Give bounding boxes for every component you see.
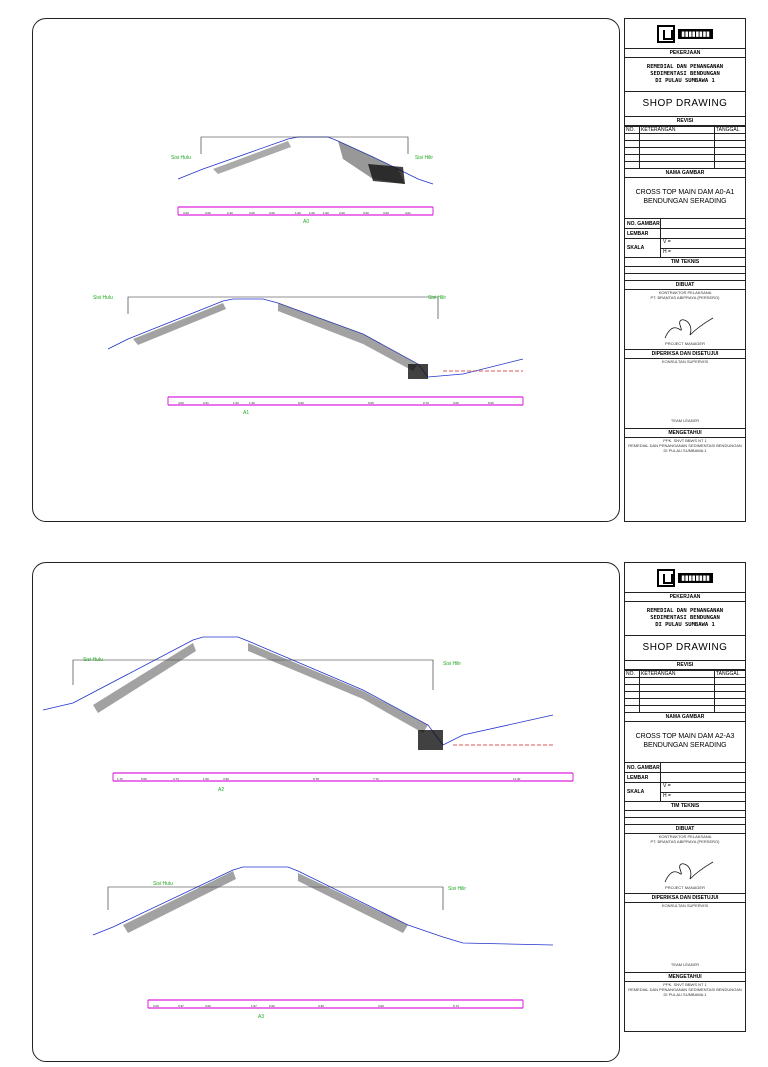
revisi-label: REVISI: [625, 117, 745, 126]
skala-row: SKALA V = H =: [625, 239, 745, 258]
section-a2: [43, 637, 573, 793]
sisi-hilir-label: Sisi Hilir: [415, 155, 434, 161]
svg-text:5.73: 5.73: [453, 1004, 459, 1008]
cross-section-drawing: [33, 19, 621, 523]
skala-row: SKALA V = H =: [625, 783, 745, 802]
title-block: [624, 18, 746, 522]
svg-text:0.70: 0.70: [423, 401, 429, 405]
signature-icon: [655, 310, 715, 344]
ppk-block: PPK. SNVT BBWS NT 1 REMEDIAL DAN PENANGANAN SEDIMENTASI BENDUNGAN DI PULAU SUMBAWA 1: [628, 438, 742, 453]
section-a3: [93, 867, 553, 1020]
svg-text:3.00: 3.00: [153, 1004, 159, 1008]
svg-text:4.01: 4.01: [405, 211, 411, 215]
svg-text:3.37: 3.37: [178, 1004, 184, 1008]
svg-text:2.00: 2.00: [269, 1004, 275, 1008]
svg-text:3.00: 3.00: [378, 1004, 384, 1008]
diperiksa-label: DIPERIKSA DAN DISETUJUI: [625, 350, 745, 359]
project-name: REMEDIAL DAN PENANGANAN SEDIMENTASI BENDUNGAN DI PULAU SUMBAWA 1: [625, 58, 745, 92]
no-gambar-row: NO. GAMBAR: [625, 763, 745, 773]
section-a0: [171, 137, 433, 225]
section-label: A2: [218, 787, 225, 793]
svg-text:3.30: 3.30: [318, 1004, 324, 1008]
signature-block: KONTRAKTOR PELAKSANA PT. BRANTAS ABIPRAYA (PERSERO) PROJECT MANAGER: [625, 290, 745, 350]
mengetahui-label: MENGETAHUI: [625, 973, 745, 982]
svg-text:5.00: 5.00: [141, 777, 147, 781]
svg-text:3.30: 3.30: [223, 777, 229, 781]
section-a1: [93, 295, 523, 416]
section-label: A3: [258, 1014, 265, 1020]
sisi-hulu-label: Sisi Hulu: [93, 295, 113, 301]
svg-text:3.00: 3.00: [453, 401, 459, 405]
sisi-hulu-label: Sisi Hulu: [171, 155, 191, 161]
drawing-name: CROSS TOP MAIN DAM A2-A3 BENDUNGAN SERADING: [625, 722, 745, 763]
svg-text:1.00: 1.00: [323, 211, 329, 215]
svg-text:11.30: 11.30: [513, 777, 521, 781]
svg-text:9.78: 9.78: [313, 777, 319, 781]
sisi-hilir-label: Sisi Hilir: [443, 661, 462, 667]
tim-teknis-label: TIM TEKNIS: [625, 802, 745, 811]
svg-text:3.00: 3.00: [183, 211, 189, 215]
ppk-block: PPK. SNVT BBWS NT 1 REMEDIAL DAN PENANGANAN SEDIMENTASI BENDUNGAN DI PULAU SUMBAWA 1: [628, 982, 742, 997]
svg-text:3.00: 3.00: [205, 211, 211, 215]
drawing-name: CROSS TOP MAIN DAM A0-A1 BENDUNGAN SERADING: [625, 178, 745, 219]
sisi-hilir-label: Sisi Hilir: [428, 295, 447, 301]
svg-text:1.70: 1.70: [117, 777, 123, 781]
svg-text:3.00: 3.00: [249, 211, 255, 215]
drawing-sheet-2: [0, 544, 768, 1024]
lembar-row: LEMBAR: [625, 773, 745, 783]
svg-text:1.00: 1.00: [233, 401, 239, 405]
svg-text:3.00: 3.00: [205, 1004, 211, 1008]
diperiksa-label: DIPERIKSA DAN DISETUJUI: [625, 894, 745, 903]
dibuat-label: DIBUAT: [625, 281, 745, 290]
svg-text:4.00: 4.00: [178, 401, 184, 405]
svg-text:6.00: 6.00: [488, 401, 494, 405]
revision-table: NO. KETERANGAN TANGGAL: [625, 126, 745, 169]
pekerjaan-label: PEKERJAAN: [625, 49, 745, 58]
section-label: A1: [243, 410, 250, 416]
revisi-label: REVISI: [625, 661, 745, 670]
tim-teknis-label: TIM TEKNIS: [625, 258, 745, 267]
drawing-frame: [32, 18, 620, 522]
svg-text:3.00: 3.00: [363, 211, 369, 215]
nama-gambar-label: NAMA GAMBAR: [625, 713, 745, 722]
shop-drawing-title: SHOP DRAWING: [625, 92, 745, 117]
logo-icon: [657, 569, 675, 587]
signature-block: KONTRAKTOR PELAKSANA PT. BRANTAS ABIPRAYA (PERSERO) PROJECT MANAGER: [625, 834, 745, 894]
dibuat-label: DIBUAT: [625, 825, 745, 834]
svg-text:2.40: 2.40: [227, 211, 233, 215]
shop-drawing-title: SHOP DRAWING: [625, 636, 745, 661]
company-logo: [625, 19, 745, 49]
drawing-sheet-1: [0, 0, 768, 512]
svg-text:9.05: 9.05: [368, 401, 374, 405]
sisi-hulu-label: Sisi Hulu: [83, 657, 103, 663]
logo-text: ▮▮▮▮▮▮▮▮: [678, 573, 712, 583]
sisi-hilir-label: Sisi Hilir: [448, 886, 467, 892]
svg-text:1.97: 1.97: [251, 1004, 257, 1008]
lembar-row: LEMBAR: [625, 229, 745, 239]
svg-text:3.00: 3.00: [269, 211, 275, 215]
sisi-hulu-label: Sisi Hulu: [153, 881, 173, 887]
svg-text:2.00: 2.00: [339, 211, 345, 215]
mengetahui-label: MENGETAHUI: [625, 429, 745, 438]
drawing-frame: [32, 562, 620, 1062]
svg-text:2.61: 2.61: [203, 401, 209, 405]
svg-text:3.73: 3.73: [173, 777, 179, 781]
logo-icon: [657, 25, 675, 43]
signature-icon: [655, 854, 715, 888]
supervisi-block: KONSULTAN SUPERVISI TEAM LEADER: [625, 903, 745, 973]
supervisi-block: KONSULTAN SUPERVISI TEAM LEADER: [625, 359, 745, 429]
project-name: REMEDIAL DAN PENANGANAN SEDIMENTASI BENDUNGAN DI PULAU SUMBAWA 1: [625, 602, 745, 636]
nama-gambar-label: NAMA GAMBAR: [625, 169, 745, 178]
pekerjaan-label: PEKERJAAN: [625, 593, 745, 602]
title-block: [624, 562, 746, 1032]
section-label: A0: [303, 219, 310, 225]
revision-table: NO. KETERANGAN TANGGAL: [625, 670, 745, 713]
company-logo: [625, 563, 745, 593]
logo-text: ▮▮▮▮▮▮▮▮: [678, 29, 712, 39]
svg-text:1.00: 1.00: [295, 211, 301, 215]
svg-text:1.00: 1.00: [309, 211, 315, 215]
svg-text:7.72: 7.72: [373, 777, 379, 781]
svg-text:3.00: 3.00: [383, 211, 389, 215]
svg-text:1.00: 1.00: [203, 777, 209, 781]
svg-text:1.20: 1.20: [249, 401, 255, 405]
svg-text:9.00: 9.00: [298, 401, 304, 405]
cross-section-drawing: [33, 563, 621, 1067]
no-gambar-row: NO. GAMBAR: [625, 219, 745, 229]
